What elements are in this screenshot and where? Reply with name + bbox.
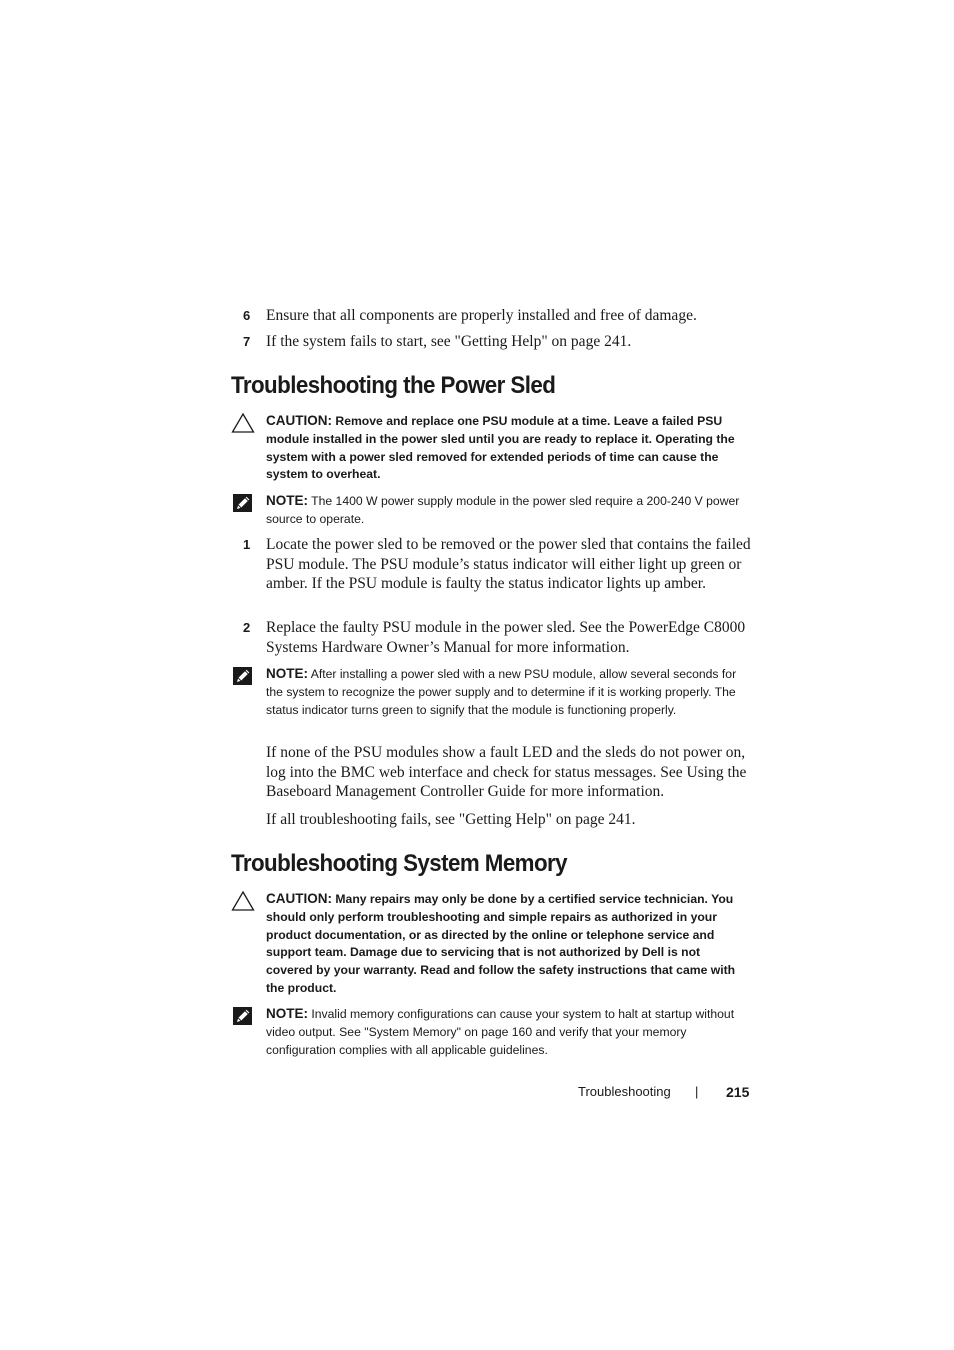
note-label: NOTE:: [266, 666, 308, 681]
note-text: [266, 665, 748, 719]
note-body: Invalid memory configurations can cause your system to halt at startup without video output. See "System Memory" on page 160 and verify that your memory configuration complies with all applicable guidelines.: [266, 1007, 735, 1057]
step-number: 6: [243, 308, 251, 323]
step-text: Locate the power sled to be removed or the power sled that contains the failed PSU module. The PSU module’s status indicator will either light up green or amber. If the PSU module is faulty the status indicator lights up amber.: [266, 536, 751, 592]
note-text: [266, 492, 748, 529]
caution-label: CAUTION:: [266, 413, 332, 428]
note-label: NOTE:: [266, 493, 308, 508]
section-heading-system-memory: Troubleshooting System Memory: [231, 850, 568, 877]
caution-body: Remove and replace one PSU module at a time. Leave a failed PSU module installed in the power sled until you are ready to replace it. Operating the system with a power sled removed for extended periods of time can cause the system to overheat.: [266, 414, 735, 482]
caution-label: CAUTION:: [266, 891, 332, 906]
caution-triangle-icon: [231, 890, 255, 912]
step-text: If the system fails to start, see "Getting Help" on page 241.: [266, 333, 632, 350]
footer-separator: |: [695, 1084, 699, 1099]
step-number: 2: [243, 620, 251, 635]
page-number: 215: [726, 1084, 750, 1100]
paragraph-getting-help: If all troubleshooting fails, see "Getting Help" on page 241.: [266, 811, 636, 828]
note-text: [266, 1005, 748, 1059]
footer-section-name: Troubleshooting: [578, 1084, 671, 1099]
note-pencil-icon: [231, 492, 255, 514]
caution-body: Many repairs may only be done by a certified service technician. You should only perform troubleshooting and simple repairs as authorized in your product documentation, or as directed by the online or telephone service and support team. Damage due to servicing that is not authorized by Dell is not covered by your warranty. Read and follow the safety instructions that came with the product.: [266, 892, 736, 995]
section-heading-power-sled: Troubleshooting the Power Sled: [231, 372, 556, 399]
paragraph-bmc: If none of the PSU modules show a fault LED and the sleds do not power on, log into the BMC web interface and check for status messages. See Using the Baseboard Management Controller Guide for more information.: [266, 744, 747, 800]
note-label: NOTE:: [266, 1006, 308, 1021]
step-text: Replace the faulty PSU module in the power sled. See the PowerEdge C8000 Systems Hardware Owner’s Manual for more information.: [266, 619, 746, 656]
note-body: The 1400 W power supply module in the power sled require a 200-240 V power source to operate.: [266, 494, 740, 526]
step-number: 7: [243, 334, 251, 349]
step-text: Ensure that all components are properly installed and free of damage.: [266, 307, 697, 324]
caution-triangle-icon: [231, 412, 255, 434]
caution-text: [266, 412, 748, 484]
note-pencil-icon: [231, 665, 255, 687]
step-number: 1: [243, 537, 251, 552]
note-pencil-icon: [231, 1005, 255, 1027]
caution-text: [266, 890, 748, 998]
note-body: After installing a power sled with a new PSU module, allow several seconds for the system to recognize the power supply and to determine if it is working properly. The status indicator turns green to signify that the module is functioning properly.: [266, 667, 737, 717]
